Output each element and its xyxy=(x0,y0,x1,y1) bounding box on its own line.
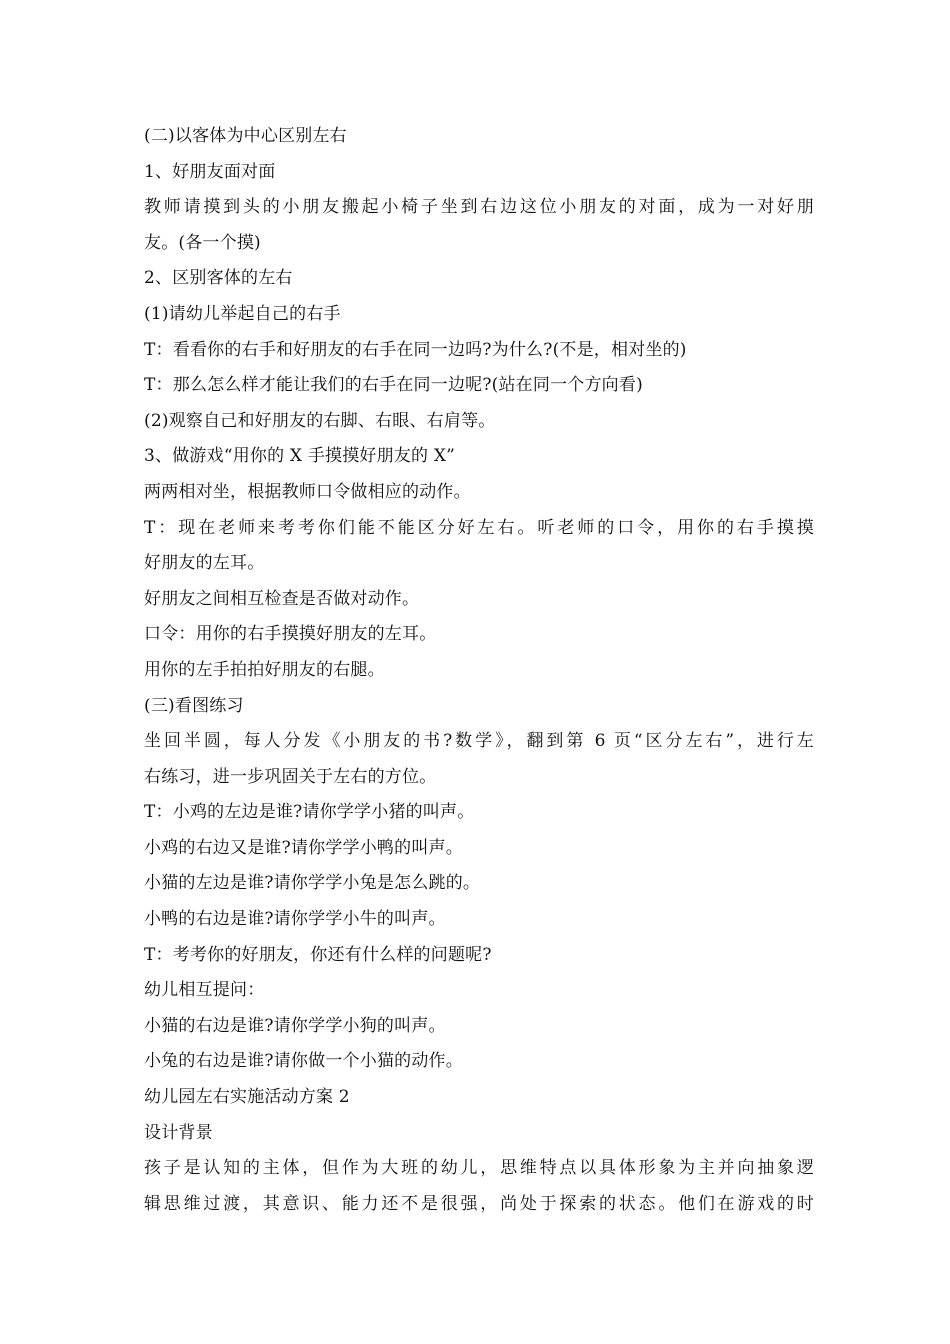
text-line: T：那么怎么样才能让我们的右手在同一边呢?(站在同一个方向看) xyxy=(144,375,643,396)
text-line: 辑思维过渡，其意识、能力还不是很强，尚处于探索的状态。他们在游戏的时 xyxy=(144,1193,814,1214)
text-line: 教师请摸到头的小朋友搬起小椅子坐到右边这位小朋友的对面，成为一对好朋 xyxy=(144,197,814,218)
text-line: 小猫的右边是谁?请你学学小狗的叫声。 xyxy=(144,1015,446,1036)
text-line: 2、区别客体的左右 xyxy=(144,268,293,289)
text-line: (三)看图练习 xyxy=(144,695,244,716)
text-line: 坐回半圆，每人分发《小朋友的书?数学》，翻到第 6 页“区分左右”，进行左 xyxy=(144,731,814,752)
text-line: 好朋友的左耳。 xyxy=(144,553,265,574)
text-line: 右练习，进一步巩固关于左右的方位。 xyxy=(144,766,437,787)
text-line: T：看看你的右手和好朋友的右手在同一边吗?为什么?(不是，相对坐的) xyxy=(144,339,687,360)
text-line: T：小鸡的左边是谁?请你学学小猪的叫声。 xyxy=(144,802,475,823)
text-line: 小鸡的右边又是谁?请你学学小鸭的叫声。 xyxy=(144,837,463,858)
text-line: 用你的左手拍拍好朋友的右腿。 xyxy=(144,659,385,680)
text-line: T：考考你的好朋友，你还有什么样的问题呢? xyxy=(144,944,492,965)
text-line: 小兔的右边是谁?请你做一个小猫的动作。 xyxy=(144,1051,463,1072)
text-line: 两两相对坐，根据教师口令做相应的动作。 xyxy=(144,481,471,502)
text-line: 幼儿相互提问： xyxy=(144,980,265,1001)
text-line: (二)以客体为中心区别左右 xyxy=(144,126,347,146)
text-line: 3、做游戏“用你的 X 手摸摸好朋友的 X” xyxy=(144,446,456,467)
text-line: (1)请幼儿举起自己的右手 xyxy=(144,303,341,324)
text-line: 好朋友之间相互检查是否做对动作。 xyxy=(144,588,420,609)
text-line: 孩子是认知的主体，但作为大班的幼儿，思维特点以具体形象为主并向抽象逻 xyxy=(144,1158,814,1179)
document-body xyxy=(144,119,814,1222)
text-line: 口令：用你的右手摸摸好朋友的左耳。 xyxy=(144,624,437,645)
text-line: 设计背景 xyxy=(144,1122,213,1143)
text-line: 幼儿园左右实施活动方案 2 xyxy=(144,1087,350,1108)
text-line: 小猫的左边是谁?请你学学小兔是怎么跳的。 xyxy=(144,873,481,894)
text-line: 小鸭的右边是谁?请你学学小牛的叫声。 xyxy=(144,909,446,930)
text-line: 友。(各一个摸) xyxy=(144,232,261,253)
text-line: T：现在老师来考考你们能不能区分好左右。听老师的口令，用你的右手摸摸 xyxy=(144,517,814,538)
text-line: (2)观察自己和好朋友的右脚、右眼、右肩等。 xyxy=(144,410,496,431)
text-line: 1、好朋友面对面 xyxy=(144,161,276,182)
